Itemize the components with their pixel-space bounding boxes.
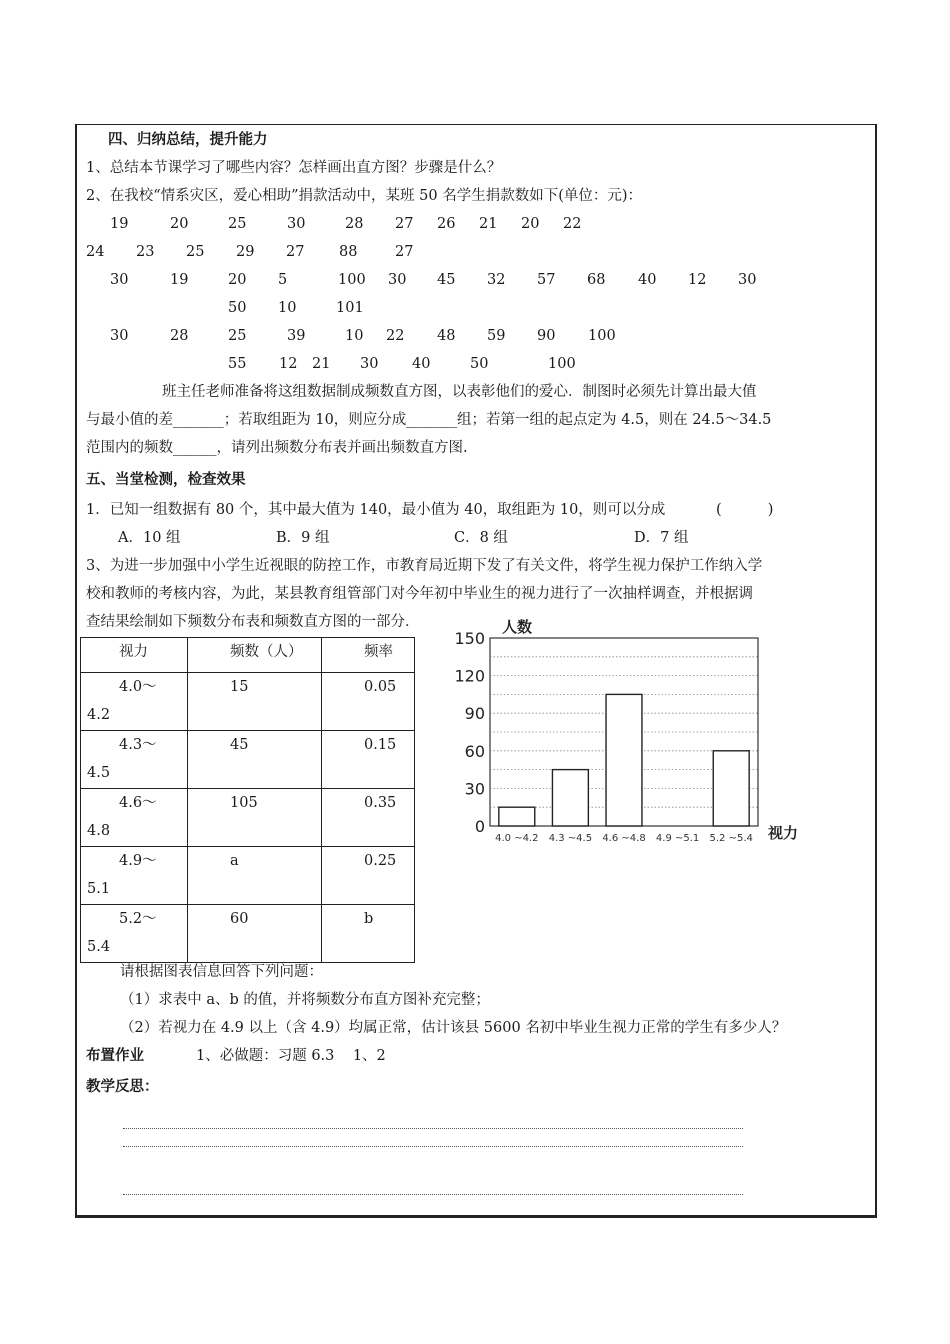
homework-text: 1、必做题：习题 6.3 1、2 bbox=[196, 1048, 386, 1064]
donation-value: 30 bbox=[110, 328, 129, 344]
donation-value: 50 bbox=[228, 300, 247, 316]
y-axis-title: 人数 bbox=[502, 618, 533, 636]
donation-value: 22 bbox=[563, 216, 582, 232]
donation-value: 100 bbox=[338, 272, 366, 288]
y-tick-label: 90 bbox=[464, 704, 485, 724]
questions-intro: 请根据图表信息回答下列问题： bbox=[120, 964, 323, 980]
question-2: （2）若视力在 4.9 以上（含 4.9）均属正常，估计该县 5600 名初中毕业生视力正常的学生有多少人？ bbox=[120, 1020, 787, 1036]
y-tick-label: 60 bbox=[464, 741, 485, 761]
donation-value: 90 bbox=[537, 328, 556, 344]
question-1: （1）求表中 a、b 的值，并将频数分布直方图补充完整； bbox=[120, 992, 490, 1008]
table-row bbox=[81, 905, 415, 963]
cell-range: 4.0～ 4.2 bbox=[81, 673, 188, 731]
section4-q1: 1、总结本节课学习了哪些内容？怎样画出直方图？步骤是什么？ bbox=[86, 160, 502, 176]
section4-para-2: 与最小值的差_______；若取组距为 10，则应分成_______组；若第一组的起点定为 4.5，则在 24.5～34.5 bbox=[86, 412, 772, 428]
y-tick-label: 120 bbox=[454, 666, 485, 686]
header-frequency: 频数（人） bbox=[188, 638, 322, 673]
donation-value: 100 bbox=[548, 356, 576, 372]
donation-value: 30 bbox=[738, 272, 757, 288]
cell-range: 5.2～ 5.4 bbox=[81, 905, 188, 963]
donation-value: 39 bbox=[287, 328, 306, 344]
reflection-line-2 bbox=[123, 1146, 743, 1147]
donation-value: 27 bbox=[395, 244, 414, 260]
reflection-line-1 bbox=[123, 1128, 743, 1129]
histogram-bar bbox=[499, 807, 535, 826]
donation-value: 21 bbox=[312, 356, 331, 372]
donation-value: 26 bbox=[437, 216, 456, 232]
cell-freq: 15 bbox=[188, 673, 322, 731]
reflection-label: 教学反思： bbox=[86, 1079, 159, 1095]
donation-value: 12 bbox=[688, 272, 707, 288]
table-row bbox=[81, 673, 415, 731]
cell-rate: 0.25 bbox=[322, 847, 415, 905]
x-tick-label: 4.6 ~4.8 bbox=[602, 833, 646, 844]
donation-value: 48 bbox=[437, 328, 456, 344]
donation-value: 40 bbox=[412, 356, 431, 372]
header-vision: 视力 bbox=[81, 638, 188, 673]
section4-heading: 四、归纳总结，提升能力 bbox=[108, 132, 268, 148]
donation-value: 59 bbox=[487, 328, 506, 344]
option-b: B．9 组 bbox=[276, 530, 330, 546]
y-tick-label: 30 bbox=[464, 779, 485, 799]
cell-rate: b bbox=[322, 905, 415, 963]
section4-para-1: 班主任老师准备将这组数据制成频数直方图，以表彰他们的爱心．制图时必须先计算出最大值 bbox=[162, 384, 757, 400]
donation-value: 30 bbox=[360, 356, 379, 372]
donation-value: 27 bbox=[286, 244, 305, 260]
donation-value: 22 bbox=[386, 328, 405, 344]
donation-value: 20 bbox=[228, 272, 247, 288]
option-d: D．7 组 bbox=[634, 530, 689, 546]
donation-value: 5 bbox=[278, 272, 288, 288]
section5-heading: 五、当堂检测，检查效果 bbox=[86, 472, 246, 488]
table-row bbox=[81, 731, 415, 789]
x-tick-label: 4.0 ~4.2 bbox=[495, 833, 539, 844]
donation-value: 40 bbox=[638, 272, 657, 288]
donation-value: 32 bbox=[487, 272, 506, 288]
donation-value: 100 bbox=[588, 328, 616, 344]
section4-para-3: 范围内的频数______，请列出频数分布表并画出频数直方图. bbox=[86, 440, 468, 456]
donation-value: 30 bbox=[388, 272, 407, 288]
section5-q1: 1．已知一组数据有 80 个，其中最大值为 140，最小值为 40，取组距为 10，则可以分成 bbox=[86, 502, 666, 518]
donation-value: 50 bbox=[470, 356, 489, 372]
reflection-line-3 bbox=[123, 1194, 743, 1195]
donation-value: 21 bbox=[479, 216, 498, 232]
donation-value: 57 bbox=[537, 272, 556, 288]
histogram-bar bbox=[713, 751, 749, 826]
donation-value: 27 bbox=[395, 216, 414, 232]
cell-rate: 0.05 bbox=[322, 673, 415, 731]
section5-q1-paren: ( ) bbox=[716, 502, 774, 518]
header-rate: 频率 bbox=[322, 638, 415, 673]
donation-value: 55 bbox=[228, 356, 247, 372]
y-tick-label: 150 bbox=[454, 629, 485, 648]
donation-value: 12 bbox=[279, 356, 298, 372]
option-c: C．8 组 bbox=[454, 530, 508, 546]
section5-q3-line3: 查结果绘制如下频数分布表和频数直方图的一部分． bbox=[86, 614, 420, 630]
cell-freq: 105 bbox=[188, 789, 322, 847]
donation-value: 10 bbox=[278, 300, 297, 316]
table-header-row bbox=[81, 638, 415, 673]
donation-value: 25 bbox=[186, 244, 205, 260]
donation-value: 20 bbox=[521, 216, 540, 232]
donation-value: 25 bbox=[228, 216, 247, 232]
histogram-bar bbox=[552, 770, 588, 826]
histogram-bar bbox=[606, 694, 642, 826]
cell-freq: 45 bbox=[188, 731, 322, 789]
y-tick-label: 0 bbox=[474, 817, 485, 836]
donation-value: 45 bbox=[437, 272, 456, 288]
donation-value: 25 bbox=[228, 328, 247, 344]
option-a: A．10 组 bbox=[118, 530, 181, 546]
table-row bbox=[81, 847, 415, 905]
section5-q3-line2: 校和教师的考核内容，为此，某县教育组管部门对今年初中毕业生的视力进行了一次抽样调查，并根据调 bbox=[86, 586, 753, 602]
donation-value: 24 bbox=[86, 244, 105, 260]
donation-value: 30 bbox=[287, 216, 306, 232]
x-tick-label: 4.9 ~5.1 bbox=[655, 833, 700, 844]
donation-value: 28 bbox=[345, 216, 364, 232]
section5-q3-line1: 3、为进一步加强中小学生近视眼的防控工作，市教育局近期下发了有关文件，将学生视力保护工作纳入学 bbox=[86, 558, 763, 574]
cell-range: 4.9～ 5.1 bbox=[81, 847, 188, 905]
donation-value: 68 bbox=[587, 272, 606, 288]
donation-value: 20 bbox=[170, 216, 189, 232]
donation-value: 19 bbox=[170, 272, 189, 288]
cell-freq: a bbox=[188, 847, 322, 905]
table-row bbox=[81, 789, 415, 847]
cell-range: 4.3～ 4.5 bbox=[81, 731, 188, 789]
donation-value: 29 bbox=[236, 244, 255, 260]
cell-freq: 60 bbox=[188, 905, 322, 963]
x-tick-label: 4.3 ~4.5 bbox=[548, 833, 593, 844]
homework-label: 布置作业 bbox=[86, 1048, 144, 1064]
donation-value: 101 bbox=[336, 300, 364, 316]
vision-histogram bbox=[440, 608, 820, 848]
cell-rate: 0.35 bbox=[322, 789, 415, 847]
donation-value: 88 bbox=[339, 244, 358, 260]
x-axis-title: 视力 bbox=[768, 824, 799, 842]
donation-value: 23 bbox=[136, 244, 155, 260]
cell-rate: 0.15 bbox=[322, 731, 415, 789]
donation-value: 30 bbox=[110, 272, 129, 288]
donation-value: 19 bbox=[110, 216, 129, 232]
donation-value: 28 bbox=[170, 328, 189, 344]
frequency-table bbox=[80, 637, 415, 963]
cell-range: 4.6～ 4.8 bbox=[81, 789, 188, 847]
x-tick-label: 5.2 ~5.4 bbox=[709, 833, 753, 844]
section4-q2: 2、在我校“情系灾区，爱心相助”捐款活动中，某班 50 名学生捐款数如下(单位：元)： bbox=[86, 188, 643, 204]
donation-value: 10 bbox=[345, 328, 364, 344]
